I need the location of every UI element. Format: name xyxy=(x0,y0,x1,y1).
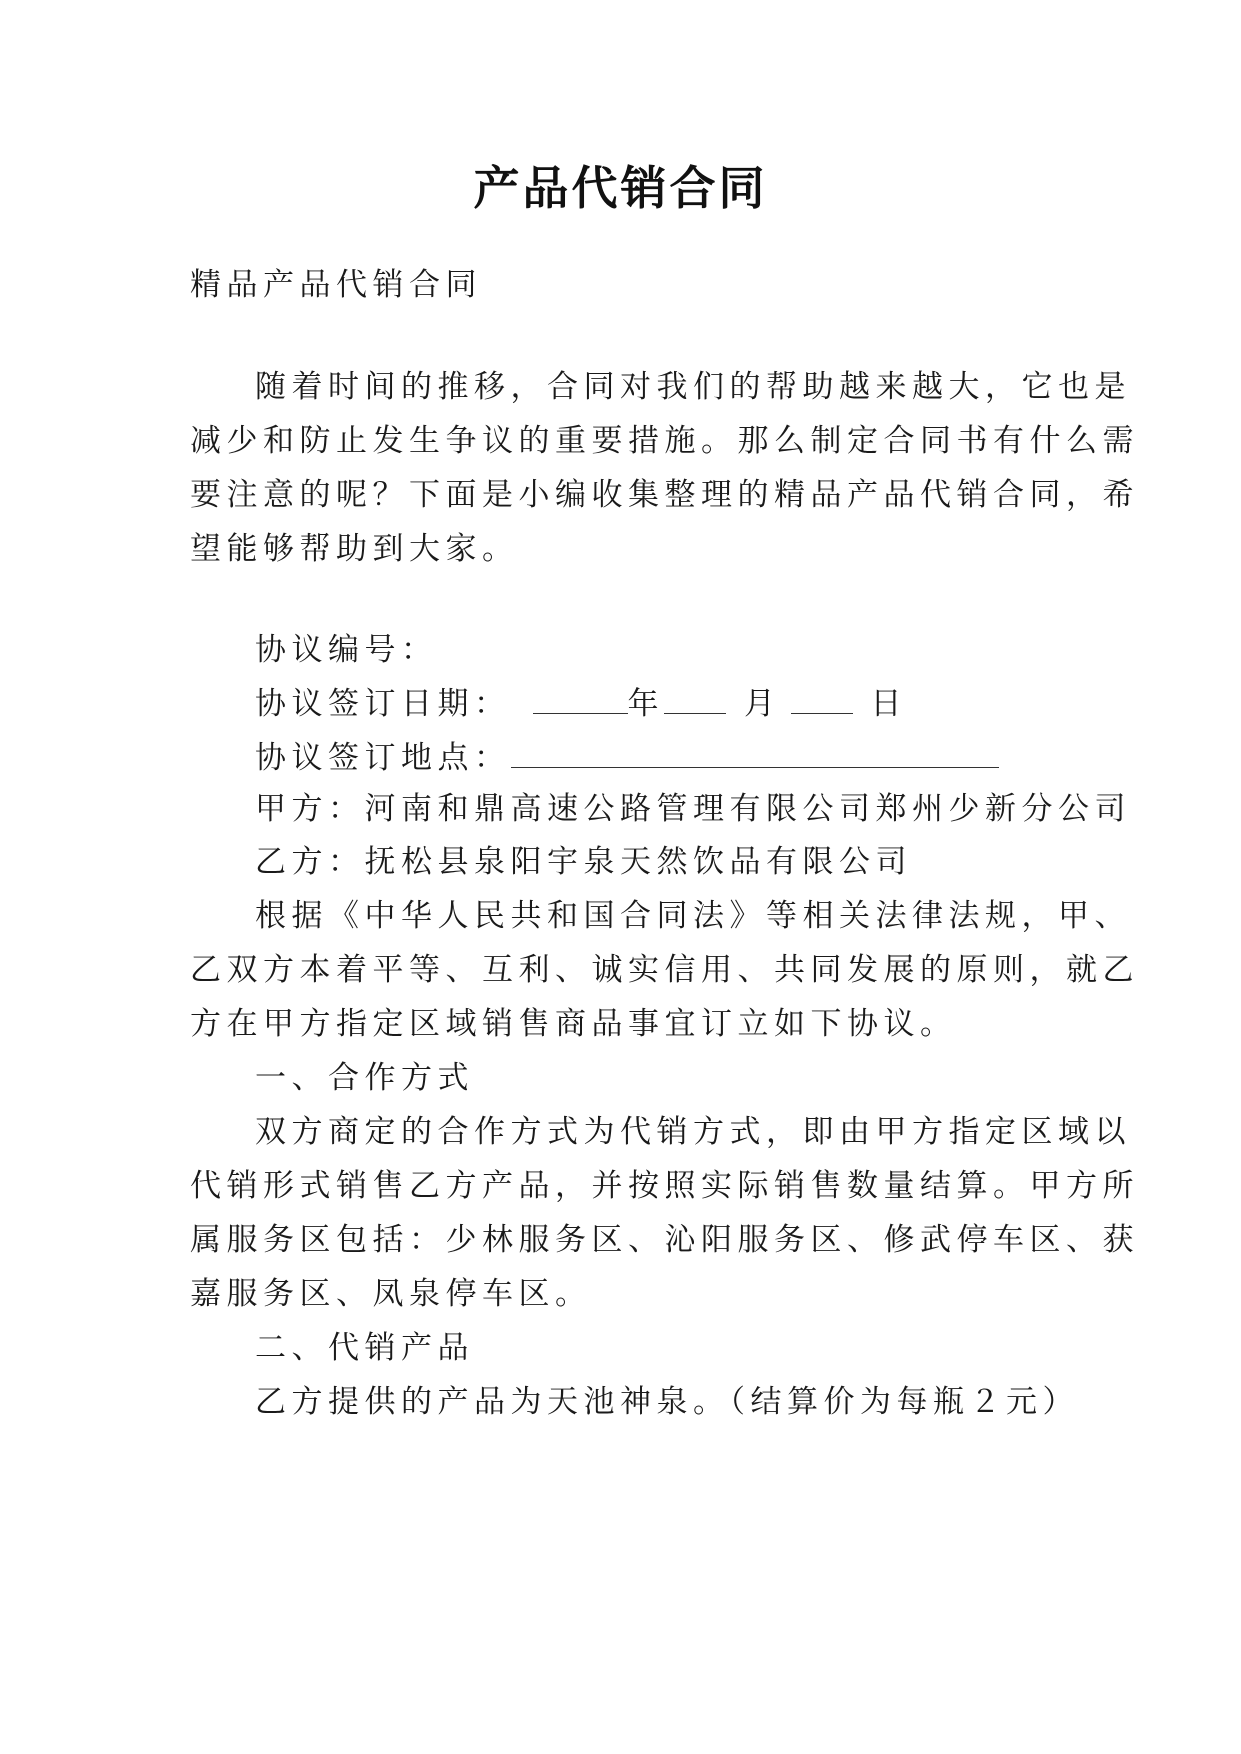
intro-line: 减少和防止发生争议的重要措施。那么制定合同书有什么需 xyxy=(190,423,1139,459)
section-1-line: 嘉服务区、凤泉停车区。 xyxy=(190,1276,592,1312)
day-blank xyxy=(791,683,853,714)
year-blank xyxy=(533,683,628,714)
section-1-title: 一、合作方式 xyxy=(255,1060,474,1096)
agreement-number-label: 协议编号： xyxy=(255,632,438,668)
section-1-line: 双方商定的合作方式为代销方式，即由甲方指定区域以 xyxy=(255,1114,1131,1150)
section-2-line: 乙方提供的产品为天池神泉。（结算价为每瓶２元） xyxy=(255,1384,1079,1420)
document-title: 产品代销合同 xyxy=(473,161,768,215)
sign-place-label: 协议签订地点： xyxy=(255,740,511,776)
year-label: 年 xyxy=(627,686,664,722)
basis-line: 根据《中华人民共和国合同法》等相关法律法规，甲、 xyxy=(255,898,1131,934)
month-blank xyxy=(664,683,726,714)
sign-date-row xyxy=(255,683,1135,724)
party-b: 乙方：抚松县泉阳宇泉天然饮品有限公司 xyxy=(255,844,912,880)
party-a: 甲方：河南和鼎高速公路管理有限公司郑州少新分公司 xyxy=(255,791,1131,827)
intro-line: 望能够帮助到大家。 xyxy=(190,531,519,567)
basis-line: 乙双方本着平等、互利、诚实信用、共同发展的原则，就乙 xyxy=(190,952,1139,988)
sign-date-label: 协议签订日期： xyxy=(255,686,511,722)
intro-line: 随着时间的推移，合同对我们的帮助越来越大，它也是 xyxy=(255,369,1131,405)
day-label: 日 xyxy=(870,686,907,722)
section-1-line: 代销形式销售乙方产品，并按照实际销售数量结算。甲方所 xyxy=(190,1168,1139,1204)
sign-place-row xyxy=(255,737,1135,778)
basis-line: 方在甲方指定区域销售商品事宜订立如下协议。 xyxy=(190,1006,957,1042)
month-label: 月 xyxy=(744,686,781,722)
section-2-title: 二、代销产品 xyxy=(255,1330,474,1366)
document-subtitle: 精品产品代销合同 xyxy=(190,267,482,303)
intro-line: 要注意的呢？下面是小编收集整理的精品产品代销合同，希 xyxy=(190,477,1139,513)
sign-place-blank xyxy=(511,737,999,768)
section-1-line: 属服务区包括：少林服务区、沁阳服务区、修武停车区、获 xyxy=(190,1222,1139,1258)
